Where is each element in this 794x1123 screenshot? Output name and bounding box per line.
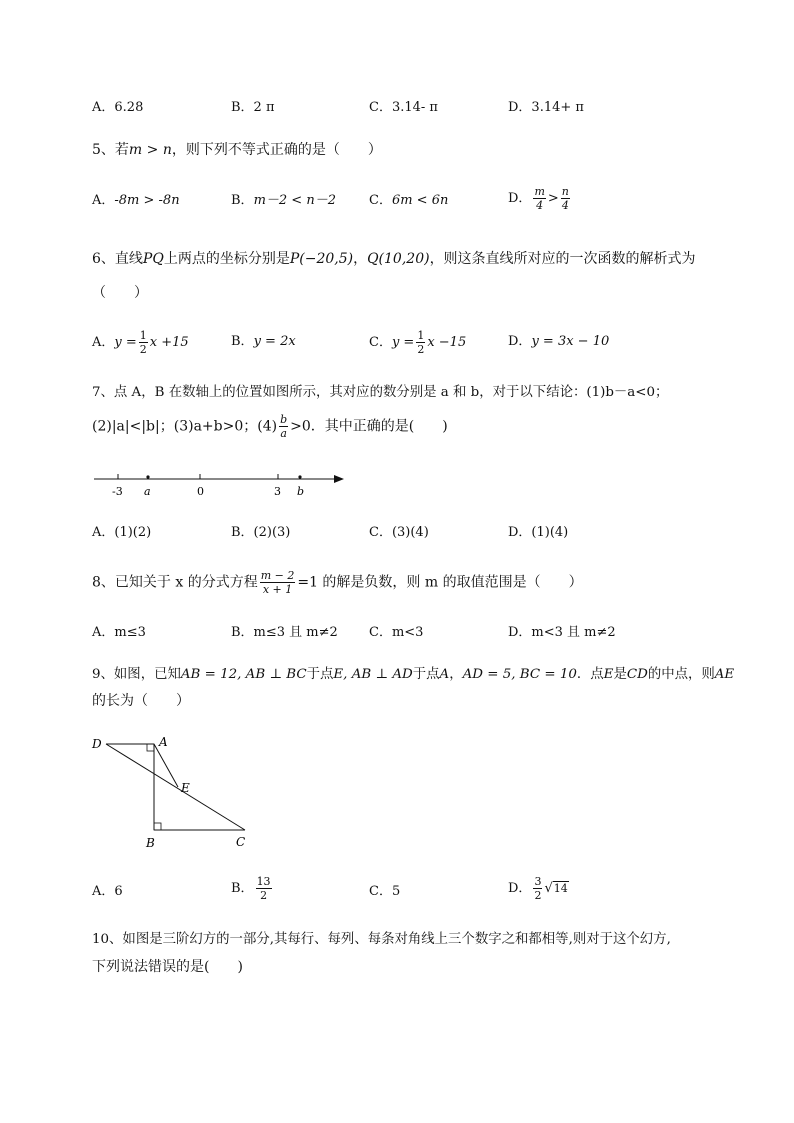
q6-a-frac xyxy=(139,330,148,355)
q5-option-d-rel: > xyxy=(547,191,559,206)
q5-option-a xyxy=(92,191,180,211)
q6-c-den: 2 xyxy=(417,343,425,356)
q5-stem-suffix: ，则下列不等式正确的是（ ） xyxy=(171,142,382,158)
q9-text-d: ， xyxy=(449,667,463,682)
q5-option-a-label: A． xyxy=(92,193,115,208)
q9-math-6: E xyxy=(603,667,614,682)
q9-option-c: C．5 xyxy=(369,884,401,899)
q9-math-4: A xyxy=(439,667,450,682)
q6-c-post: x −15 xyxy=(427,335,467,350)
q10-stem-line1: 10、如图是三阶幻方的一部分,其每行、每列、每条对角线上三个数字之和都相等,则对于这个幻方, xyxy=(92,932,671,947)
q6-d-math: y = 3x − 10 xyxy=(531,334,610,349)
q8-option-b: B．m≤3 且 m≠2 xyxy=(231,625,338,640)
q9-d-label: D． xyxy=(508,881,532,896)
q5-stem xyxy=(92,140,382,160)
label-b: B xyxy=(146,836,155,850)
q6-c-num: 1 xyxy=(417,329,425,342)
q8-option-c: C．m<3 xyxy=(369,625,424,640)
q5-d-num2: n xyxy=(561,185,569,198)
q6-a-den: 2 xyxy=(139,343,147,356)
q8-option-a: A．m≤3 xyxy=(92,625,146,640)
q5-stem-math: m > n xyxy=(128,142,172,158)
q7-option-d: D．(1)(4) xyxy=(508,525,569,540)
q9-text-b: 于点 xyxy=(306,667,334,682)
q9-text-e: ．点 xyxy=(576,667,604,682)
q9-d-radicand: 14 xyxy=(553,882,568,895)
q7-option-a: A．(1)(2) xyxy=(92,525,152,540)
q10-stem-line2: 下列说法错误的是( ) xyxy=(92,959,243,975)
q9-stem-line1 xyxy=(92,665,734,685)
q4-option-a: A．6.28 xyxy=(92,100,144,115)
q9-b-den: 2 xyxy=(260,889,268,902)
q5-option-b-math: m－2 < n－2 xyxy=(253,193,336,208)
q8-frac-num: m − 2 xyxy=(260,569,295,582)
sqrt-icon: √ xyxy=(544,881,553,896)
q6-stem-line2: （ ） xyxy=(92,285,148,301)
q9-math-8: AE xyxy=(714,667,735,682)
q6-option-a xyxy=(92,330,189,355)
q5-option-d-label: D． xyxy=(508,191,532,206)
q9-b-label: B． xyxy=(231,881,254,896)
q6-a-num: 1 xyxy=(139,329,147,342)
number-line-arrow xyxy=(334,475,344,483)
q7-frac-den: a xyxy=(280,427,287,440)
point-a xyxy=(146,475,149,478)
q6-option-b xyxy=(231,332,296,352)
number-line-figure xyxy=(80,465,360,500)
q6-c-label: C． xyxy=(369,335,392,350)
q6-d-label: D． xyxy=(508,334,532,349)
axis-label-minus-3: -3 xyxy=(112,485,123,498)
axis-label-b: b xyxy=(297,485,305,498)
q9-d-frac xyxy=(533,876,542,901)
q9-b-frac xyxy=(256,876,272,901)
right-angle-a xyxy=(147,744,154,751)
q6-text-b: 上两点的坐标分别是 xyxy=(163,251,290,267)
q6-b-label: B． xyxy=(231,334,254,349)
q6-text-a: 6、直线 xyxy=(92,251,143,267)
q9-math-1: AB = 12, AB ⊥ BC xyxy=(180,667,307,682)
q5-option-d-frac1 xyxy=(533,186,545,211)
q5-option-b xyxy=(231,191,336,211)
point-b xyxy=(298,475,301,478)
q7-text-b: >0．其中正确的是( ) xyxy=(290,418,448,435)
q5-d-den1: 4 xyxy=(536,199,544,212)
q5-d-den2: 4 xyxy=(561,199,569,212)
q6-pq: PQ xyxy=(142,251,164,267)
axis-label-3: 3 xyxy=(274,485,281,498)
q5-option-c xyxy=(369,191,448,211)
q9-d-den: 2 xyxy=(534,889,542,902)
q9-option-d xyxy=(508,876,569,901)
q9-text-g: 的中点，则 xyxy=(647,667,715,682)
q9-text-f: 是 xyxy=(613,667,627,682)
q9-text-a: 9、如图，已知 xyxy=(92,667,181,682)
q8-option-d: D．m<3 且 m≠2 xyxy=(508,625,616,640)
q7-frac xyxy=(279,414,288,439)
q5-option-c-label: C． xyxy=(369,193,392,208)
q8-text-b: =1 的解是负数，则 m 的取值范围是（ ） xyxy=(297,574,583,591)
q4-option-b: B．2 π xyxy=(231,100,275,115)
q9-text-c: 于点 xyxy=(412,667,440,682)
q6-a-post: x +15 xyxy=(149,335,189,350)
q6-b-math: y = 2x xyxy=(253,334,296,349)
q6-text-c: ，则这条直线所对应的一次函数的解析式为 xyxy=(429,251,696,267)
q5-option-b-label: B． xyxy=(231,193,254,208)
axis-label-a: a xyxy=(144,485,151,498)
q8-frac xyxy=(260,570,296,595)
q5-option-c-math: 6m < 6n xyxy=(391,193,449,208)
q5-stem-prefix: 5、若 xyxy=(92,142,129,158)
q9-math-5: AD = 5, BC = 10 xyxy=(462,667,577,682)
q6-c-pre: y = xyxy=(391,335,415,350)
label-a: A xyxy=(159,735,168,749)
q9-math-3: AB ⊥ AD xyxy=(351,667,413,682)
label-c: C xyxy=(236,835,246,849)
q8-text-a: 8、已知关于 x 的分式方程 xyxy=(92,574,258,591)
q9-math-2: E, xyxy=(333,667,348,682)
q6-a-label: A． xyxy=(92,335,115,350)
label-e: E xyxy=(181,781,190,795)
q5-option-d-frac2 xyxy=(561,186,570,211)
q7-option-b: B．(2)(3) xyxy=(231,525,291,540)
geometry-figure xyxy=(88,730,258,855)
q9-d-num: 3 xyxy=(534,875,542,888)
q6-stem-line1 xyxy=(92,249,696,269)
q6-c-frac xyxy=(416,330,425,355)
q9-math-7: CD xyxy=(626,667,648,682)
q9-b-num: 13 xyxy=(256,875,271,888)
q9-option-a: A．6 xyxy=(92,884,123,899)
q7-stem-line2 xyxy=(92,414,448,439)
q8-frac-den: x + 1 xyxy=(262,583,293,596)
label-d: D xyxy=(92,737,102,751)
q7-option-c: C．(3)(4) xyxy=(369,525,429,540)
q6-option-c xyxy=(369,330,466,355)
q4-option-c: C．3.14- π xyxy=(369,100,438,115)
q7-frac-num: b xyxy=(280,413,288,426)
q7-stem-line1: 7、点 A，B 在数轴上的位置如图所示，其对应的数分别是 a 和 b，对于以下结论：(1)b－a<0； xyxy=(92,385,669,400)
q5-d-num1: m xyxy=(534,185,545,198)
q5-option-a-math: -8m > -8n xyxy=(114,193,180,208)
q8-stem xyxy=(92,570,583,595)
q7-text-a: (2)|a|<|b|；(3)a+b>0；(4) xyxy=(92,418,278,435)
segment-dc xyxy=(106,744,245,830)
q6-sep: ， xyxy=(353,251,368,267)
right-angle-b xyxy=(154,823,161,830)
q5-option-d xyxy=(508,186,572,211)
axis-label-0: 0 xyxy=(197,485,204,498)
q6-option-d xyxy=(508,332,609,352)
q9-option-b xyxy=(231,876,274,901)
q6-point-p: P(−20,5) xyxy=(289,251,354,267)
q6-point-q: Q(10,20) xyxy=(367,251,430,267)
q4-option-d: D．3.14+ π xyxy=(508,100,584,115)
q9-stem-line2: 的长为（ ） xyxy=(92,693,190,709)
q6-a-pre: y = xyxy=(114,335,137,350)
